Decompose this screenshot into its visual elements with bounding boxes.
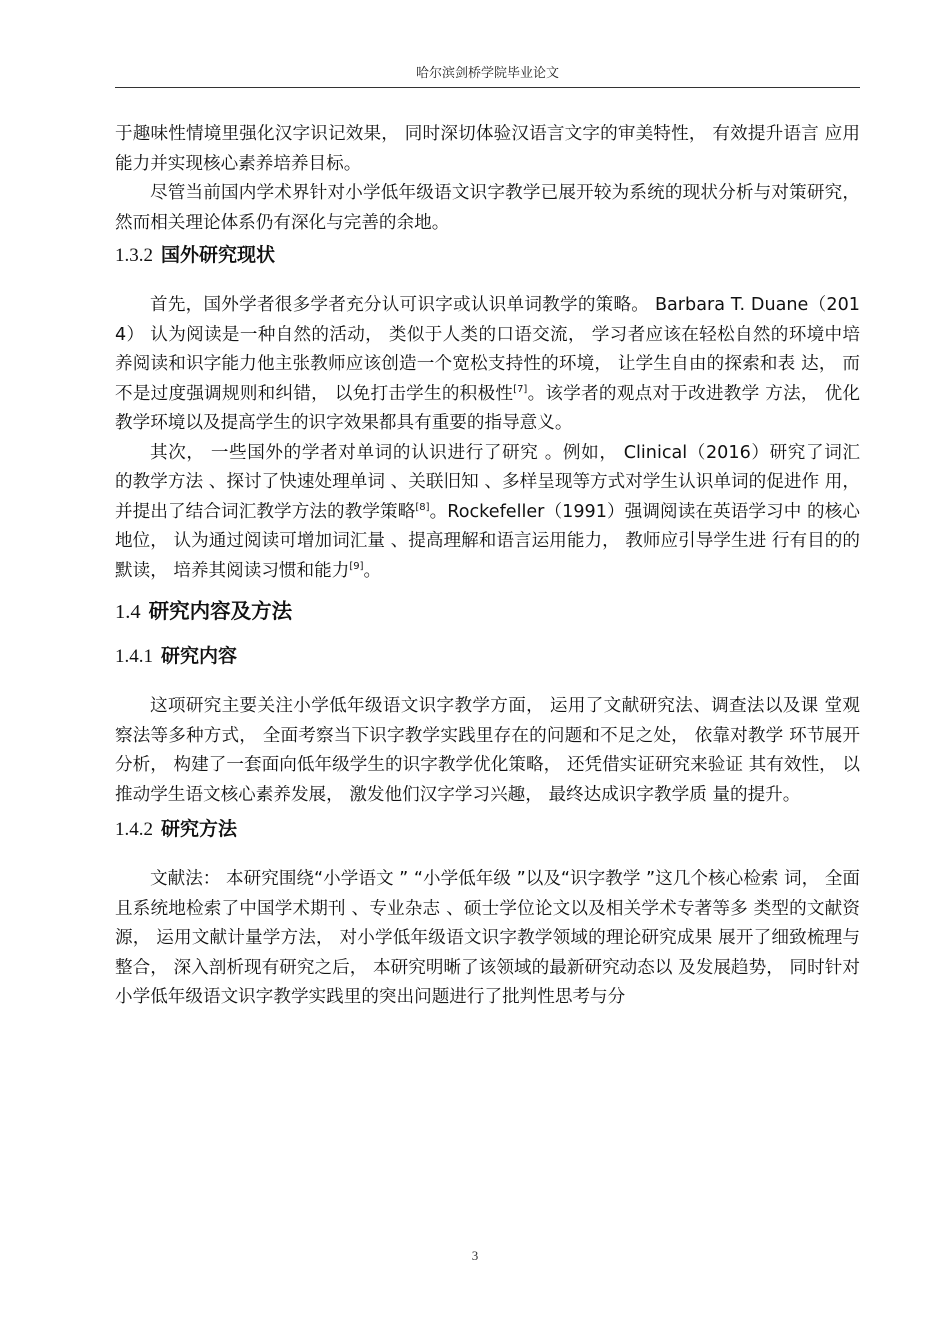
paragraph-3-text-b: 。该学者的观点对于改进教学 方法， 优化教学环境以及提高学生的识字效果都具有重要的指导意义。 [115,383,861,433]
heading-1-4-2 [115,814,860,845]
citation-9: [9] [349,560,364,572]
section-title: 研究内容及方法 [148,599,293,623]
section-number: 1.3.2 [115,245,153,266]
running-header: 哈尔滨剑桥学院毕业论文 [415,66,559,81]
paragraph-3-text-a: 首先，国外学者很多学者充分认可识字或认识单词教学的策略。 Barbara T. Duane（2014） 认为阅读是一种自然的活动， 类似于人类的口语交流， 学习者应该在轻松自然的环境中培 养阅读和识字能力他主张教师应该创造一个宽松支持性的环境， 让学生自由的探索和表 达， 而不是过度强调规则和纠错， 以免打击学生的积极性 [115,295,860,404]
paragraph-3 [115,291,860,439]
section-title: 国外研究现状 [161,244,276,266]
page-body [115,120,860,1013]
header-divider [115,87,860,88]
paragraph-4-text-c: 。 [363,560,382,581]
section-number: 1.4 [115,601,141,623]
citation-8: [8] [415,501,430,513]
paragraph-1: 于趣味性情境里强化汉字识记效果， 同时深切体验汉语言文字的审美特性， 有效提升语言 应用能力并实现核心素养培养目标。 [115,124,860,174]
paragraph-4-text-a: 其次， 一些国外的学者对单词的认识进行了研究 。例如， Clinical（2016）研究了词汇 的教学方法 、探讨了快速处理单词 、关联旧知 、多样呈现等方式对学生认识单词的促进作 用， 并提出了结合词汇教学方法的教学策略 [115,442,860,522]
paragraph-2: 尽管当前国内学术界针对小学低年级语文识字教学已展开较为系统的现状分析与对策研究， 然而相关理论体系仍有深化与完善的余地。 [115,183,860,233]
heading-1-4 [115,594,860,629]
heading-1-4-1 [115,641,860,672]
page-number: 3 [471,1248,479,1263]
section-title: 研究内容 [161,645,238,667]
paragraph-5: 这项研究主要关注小学低年级语文识字教学方面， 运用了文献研究法、调查法以及课 堂观察法等多种方式， 全面考察当下识字教学实践里存在的问题和不足之处， 依靠对教学 环节展开分析， 构建了一套面向低年级学生的识字教学优化策略， 还凭借实证研究来验证 其有效性， 以推动学生语文核心素养发展， 激发他们汉字学习兴趣， 最终达成识字教学质 量的提升。 [115,696,860,805]
paragraph-4 [115,439,860,587]
citation-7: [7] [513,383,528,395]
section-title: 研究方法 [161,818,238,840]
paragraph-6: 文献法： 本研究围绕“小学语文 ” “小学低年级 ”以及“识字教学 ”这几个核心检索 词， 全面且系统地检索了中国学术期刊 、专业杂志 、硕士学位论文以及相关学术专著等多 类型的文献资源， 运用文献计量学方法， 对小学低年级语文识字教学领域的理论研究成果 展开了细致梳理与整合， 深入剖析现有研究之后， 本研究明晰了该领域的最新研究动态以 及发展趋势， 同时针对小学低年级语文识字教学实践里的突出问题进行了批判性思考与分 [115,869,860,1007]
section-number: 1.4.2 [115,819,153,840]
section-number: 1.4.1 [115,646,153,667]
heading-1-3-2 [115,240,860,271]
paragraph-4-text-b: 。Rockefeller（1991）强调阅读在英语学习中 的核心地位， 认为通过阅读可增加词汇量 、提高理解和语言运用能力， 教师应引导学生进 行有目的的默读， 培养其阅读习惯和能力 [115,501,860,581]
